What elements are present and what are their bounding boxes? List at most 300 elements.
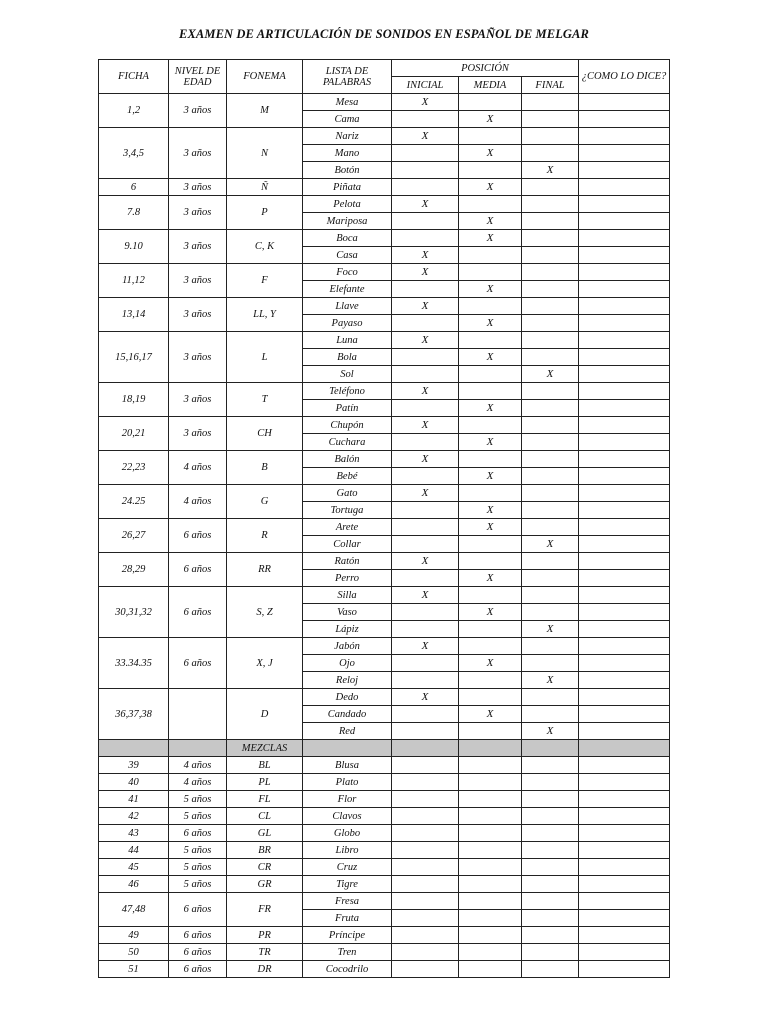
position-media-cell <box>459 553 522 570</box>
position-media-cell: X <box>459 400 522 417</box>
ficha-cell: 7.8 <box>99 196 169 230</box>
position-inicial-cell <box>392 859 459 876</box>
word-cell: Clavos <box>303 808 392 825</box>
table-row <box>99 842 670 859</box>
fonema-cell: BR <box>227 842 303 859</box>
edad-cell: 4 años <box>169 451 227 485</box>
fonema-cell: FR <box>227 893 303 927</box>
edad-cell: 6 años <box>169 553 227 587</box>
position-media-cell: X <box>459 434 522 451</box>
word-cell: Balón <box>303 451 392 468</box>
position-inicial-cell <box>392 349 459 366</box>
como-lo-dice-cell <box>579 621 670 638</box>
fonema-cell: R <box>227 519 303 553</box>
ficha-cell: 40 <box>99 774 169 791</box>
position-final-cell <box>522 451 579 468</box>
section-cell <box>522 740 579 757</box>
table-row <box>99 859 670 876</box>
table-row <box>99 417 670 434</box>
position-media-cell <box>459 859 522 876</box>
word-cell: Tortuga <box>303 502 392 519</box>
fonema-cell: B <box>227 451 303 485</box>
word-cell: Blusa <box>303 757 392 774</box>
position-final-cell <box>522 706 579 723</box>
word-cell: Lápiz <box>303 621 392 638</box>
position-media-cell <box>459 587 522 604</box>
word-cell: Luna <box>303 332 392 349</box>
position-final-cell <box>522 910 579 927</box>
como-lo-dice-cell <box>579 434 670 451</box>
word-cell: Perro <box>303 570 392 587</box>
position-media-cell <box>459 94 522 111</box>
position-media-cell <box>459 791 522 808</box>
edad-cell: 6 años <box>169 519 227 553</box>
position-inicial-cell <box>392 111 459 128</box>
como-lo-dice-cell <box>579 808 670 825</box>
fonema-cell: RR <box>227 553 303 587</box>
table-row <box>99 689 670 706</box>
position-inicial-cell: X <box>392 485 459 502</box>
como-lo-dice-cell <box>579 213 670 230</box>
word-cell: Casa <box>303 247 392 264</box>
position-media-cell <box>459 332 522 349</box>
ficha-cell: 45 <box>99 859 169 876</box>
position-inicial-cell <box>392 468 459 485</box>
como-lo-dice-cell <box>579 298 670 315</box>
position-inicial-cell: X <box>392 451 459 468</box>
position-inicial-cell: X <box>392 332 459 349</box>
table-row <box>99 94 670 111</box>
position-media-cell: X <box>459 349 522 366</box>
word-cell: Chupón <box>303 417 392 434</box>
como-lo-dice-cell <box>579 366 670 383</box>
position-final-cell: X <box>522 162 579 179</box>
table-row <box>99 196 670 213</box>
position-final-cell <box>522 264 579 281</box>
como-lo-dice-cell <box>579 876 670 893</box>
fonema-cell: X, J <box>227 638 303 689</box>
section-cell <box>392 740 459 757</box>
position-final-cell <box>522 570 579 587</box>
ficha-cell: 18,19 <box>99 383 169 417</box>
fonema-cell: CL <box>227 808 303 825</box>
position-inicial-cell: X <box>392 383 459 400</box>
fonema-cell: GR <box>227 876 303 893</box>
edad-cell: 4 años <box>169 757 227 774</box>
position-media-cell: X <box>459 468 522 485</box>
ficha-cell: 41 <box>99 791 169 808</box>
word-cell: Cruz <box>303 859 392 876</box>
position-media-cell <box>459 621 522 638</box>
position-final-cell <box>522 638 579 655</box>
position-inicial-cell <box>392 757 459 774</box>
word-cell: Pelota <box>303 196 392 213</box>
position-media-cell: X <box>459 145 522 162</box>
word-cell: Mesa <box>303 94 392 111</box>
position-final-cell <box>522 587 579 604</box>
edad-cell: 5 años <box>169 791 227 808</box>
como-lo-dice-cell <box>579 587 670 604</box>
position-final-cell <box>522 349 579 366</box>
position-final-cell <box>522 842 579 859</box>
edad-cell: 3 años <box>169 179 227 196</box>
position-final-cell <box>522 111 579 128</box>
como-lo-dice-cell <box>579 332 670 349</box>
edad-cell: 3 años <box>169 298 227 332</box>
word-cell: Plato <box>303 774 392 791</box>
position-final-cell <box>522 808 579 825</box>
position-media-cell: X <box>459 502 522 519</box>
position-inicial-cell <box>392 842 459 859</box>
ficha-cell: 11,12 <box>99 264 169 298</box>
position-inicial-cell <box>392 825 459 842</box>
como-lo-dice-cell <box>579 723 670 740</box>
position-final-cell: X <box>522 536 579 553</box>
word-cell: Flor <box>303 791 392 808</box>
ficha-cell: 28,29 <box>99 553 169 587</box>
como-lo-dice-cell <box>579 247 670 264</box>
como-lo-dice-cell <box>579 825 670 842</box>
como-lo-dice-cell <box>579 689 670 706</box>
table-row <box>99 128 670 145</box>
table-row <box>99 876 670 893</box>
edad-cell: 6 años <box>169 638 227 689</box>
como-lo-dice-cell <box>579 570 670 587</box>
ficha-cell: 47,48 <box>99 893 169 927</box>
position-inicial-cell <box>392 961 459 978</box>
position-media-cell <box>459 808 522 825</box>
word-cell: Mariposa <box>303 213 392 230</box>
position-media-cell: X <box>459 230 522 247</box>
position-inicial-cell <box>392 621 459 638</box>
fonema-cell: DR <box>227 961 303 978</box>
como-lo-dice-cell <box>579 553 670 570</box>
como-lo-dice-cell <box>579 774 670 791</box>
word-cell: Globo <box>303 825 392 842</box>
edad-cell: 5 años <box>169 859 227 876</box>
position-media-cell: X <box>459 706 522 723</box>
table-row <box>99 553 670 570</box>
como-lo-dice-cell <box>579 162 670 179</box>
position-media-cell <box>459 893 522 910</box>
exam-table-body <box>99 94 670 978</box>
como-lo-dice-cell <box>579 451 670 468</box>
position-inicial-cell <box>392 213 459 230</box>
edad-cell: 3 años <box>169 383 227 417</box>
position-media-cell <box>459 128 522 145</box>
como-lo-dice-cell <box>579 893 670 910</box>
position-final-cell <box>522 876 579 893</box>
position-final-cell <box>522 553 579 570</box>
ficha-cell: 51 <box>99 961 169 978</box>
position-final-cell <box>522 927 579 944</box>
edad-cell: 4 años <box>169 485 227 519</box>
position-inicial-cell <box>392 910 459 927</box>
edad-cell: 3 años <box>169 264 227 298</box>
fonema-cell: S, Z <box>227 587 303 638</box>
fonema-cell: Ñ <box>227 179 303 196</box>
ficha-cell: 3,4,5 <box>99 128 169 179</box>
fonema-cell: TR <box>227 944 303 961</box>
fonema-cell: T <box>227 383 303 417</box>
position-final-cell <box>522 944 579 961</box>
position-inicial-cell: X <box>392 553 459 570</box>
position-inicial-cell: X <box>392 587 459 604</box>
ficha-cell: 24.25 <box>99 485 169 519</box>
position-final-cell <box>522 961 579 978</box>
position-inicial-cell <box>392 315 459 332</box>
header-media: MEDIA <box>459 77 522 94</box>
edad-cell: 6 años <box>169 927 227 944</box>
position-inicial-cell <box>392 604 459 621</box>
fonema-cell: N <box>227 128 303 179</box>
table-row <box>99 825 670 842</box>
header-fonema: FONEMA <box>227 60 303 94</box>
position-inicial-cell: X <box>392 94 459 111</box>
position-media-cell <box>459 944 522 961</box>
word-cell: Elefante <box>303 281 392 298</box>
como-lo-dice-cell <box>579 111 670 128</box>
edad-cell: 5 años <box>169 808 227 825</box>
position-media-cell <box>459 247 522 264</box>
position-final-cell <box>522 689 579 706</box>
word-cell: Piñata <box>303 179 392 196</box>
table-row <box>99 808 670 825</box>
edad-cell: 3 años <box>169 417 227 451</box>
position-inicial-cell <box>392 230 459 247</box>
position-final-cell <box>522 315 579 332</box>
header-posicion: POSICIÓN <box>392 60 579 77</box>
position-final-cell <box>522 400 579 417</box>
section-cell <box>579 740 670 757</box>
ficha-cell: 33.34.35 <box>99 638 169 689</box>
word-cell: Dedo <box>303 689 392 706</box>
position-media-cell <box>459 842 522 859</box>
position-final-cell <box>522 332 579 349</box>
word-cell: Cama <box>303 111 392 128</box>
position-media-cell <box>459 536 522 553</box>
position-final-cell: X <box>522 672 579 689</box>
position-media-cell <box>459 162 522 179</box>
como-lo-dice-cell <box>579 315 670 332</box>
como-lo-dice-cell <box>579 638 670 655</box>
position-final-cell: X <box>522 723 579 740</box>
table-row <box>99 332 670 349</box>
word-cell: Fresa <box>303 893 392 910</box>
como-lo-dice-cell <box>579 128 670 145</box>
table-row <box>99 179 670 196</box>
edad-cell: 6 años <box>169 961 227 978</box>
word-cell: Tigre <box>303 876 392 893</box>
position-media-cell <box>459 927 522 944</box>
word-cell: Arete <box>303 519 392 536</box>
position-media-cell <box>459 298 522 315</box>
header-lista-de-palabras: LISTA DE PALABRAS <box>303 60 392 94</box>
como-lo-dice-cell <box>579 230 670 247</box>
como-lo-dice-cell <box>579 672 670 689</box>
edad-cell: 6 años <box>169 825 227 842</box>
word-cell: Llave <box>303 298 392 315</box>
position-inicial-cell <box>392 400 459 417</box>
position-final-cell <box>522 859 579 876</box>
position-inicial-cell <box>392 502 459 519</box>
position-final-cell <box>522 247 579 264</box>
position-final-cell <box>522 655 579 672</box>
edad-cell: 6 años <box>169 893 227 927</box>
position-inicial-cell: X <box>392 689 459 706</box>
position-media-cell <box>459 672 522 689</box>
position-inicial-cell: X <box>392 417 459 434</box>
table-row <box>99 893 670 910</box>
como-lo-dice-cell <box>579 791 670 808</box>
word-cell: Teléfono <box>303 383 392 400</box>
position-final-cell <box>522 281 579 298</box>
fonema-cell: BL <box>227 757 303 774</box>
position-final-cell <box>522 94 579 111</box>
word-cell: Gato <box>303 485 392 502</box>
edad-cell: 6 años <box>169 587 227 638</box>
position-media-cell <box>459 723 522 740</box>
position-final-cell <box>522 417 579 434</box>
position-final-cell <box>522 179 579 196</box>
edad-cell: 3 años <box>169 230 227 264</box>
fonema-cell: PL <box>227 774 303 791</box>
ficha-cell: 26,27 <box>99 519 169 553</box>
position-inicial-cell <box>392 434 459 451</box>
ficha-cell: 36,37,38 <box>99 689 169 740</box>
word-cell: Patín <box>303 400 392 417</box>
como-lo-dice-cell <box>579 519 670 536</box>
edad-cell: 3 años <box>169 196 227 230</box>
como-lo-dice-cell <box>579 349 670 366</box>
position-media-cell: X <box>459 179 522 196</box>
como-lo-dice-cell <box>579 485 670 502</box>
word-cell: Foco <box>303 264 392 281</box>
ficha-cell: 46 <box>99 876 169 893</box>
ficha-cell: 44 <box>99 842 169 859</box>
position-inicial-cell <box>392 366 459 383</box>
position-inicial-cell <box>392 791 459 808</box>
ficha-cell: 49 <box>99 927 169 944</box>
position-final-cell <box>522 298 579 315</box>
position-final-cell <box>522 893 579 910</box>
position-inicial-cell: X <box>392 128 459 145</box>
section-cell <box>169 740 227 757</box>
como-lo-dice-cell <box>579 281 670 298</box>
position-media-cell <box>459 196 522 213</box>
word-cell: Candado <box>303 706 392 723</box>
como-lo-dice-cell <box>579 264 670 281</box>
position-inicial-cell <box>392 706 459 723</box>
edad-cell: 6 años <box>169 944 227 961</box>
word-cell: Jabón <box>303 638 392 655</box>
position-final-cell <box>522 485 579 502</box>
section-cell <box>303 740 392 757</box>
word-cell: Boca <box>303 230 392 247</box>
edad-cell: 5 años <box>169 842 227 859</box>
fonema-cell: G <box>227 485 303 519</box>
section-cell <box>459 740 522 757</box>
word-cell: Príncipe <box>303 927 392 944</box>
ficha-cell: 1,2 <box>99 94 169 128</box>
position-inicial-cell: X <box>392 638 459 655</box>
table-row <box>99 587 670 604</box>
section-cell <box>99 740 169 757</box>
position-final-cell <box>522 213 579 230</box>
mezclas-label: MEZCLAS <box>227 740 303 757</box>
position-inicial-cell <box>392 162 459 179</box>
position-media-cell <box>459 825 522 842</box>
ficha-cell: 39 <box>99 757 169 774</box>
fonema-cell: D <box>227 689 303 740</box>
word-cell: Cuchara <box>303 434 392 451</box>
position-inicial-cell <box>392 179 459 196</box>
word-cell: Fruta <box>303 910 392 927</box>
position-media-cell <box>459 366 522 383</box>
position-final-cell: X <box>522 366 579 383</box>
word-cell: Vaso <box>303 604 392 621</box>
position-final-cell <box>522 604 579 621</box>
table-row <box>99 944 670 961</box>
word-cell: Mano <box>303 145 392 162</box>
ficha-cell: 42 <box>99 808 169 825</box>
word-cell: Ratón <box>303 553 392 570</box>
position-inicial-cell <box>392 876 459 893</box>
ficha-cell: 43 <box>99 825 169 842</box>
fonema-cell: CH <box>227 417 303 451</box>
position-media-cell <box>459 910 522 927</box>
fonema-cell: P <box>227 196 303 230</box>
como-lo-dice-cell <box>579 417 670 434</box>
position-inicial-cell <box>392 519 459 536</box>
edad-cell: 3 años <box>169 128 227 179</box>
position-inicial-cell <box>392 893 459 910</box>
como-lo-dice-cell <box>579 655 670 672</box>
como-lo-dice-cell <box>579 961 670 978</box>
table-row <box>99 519 670 536</box>
fonema-cell: M <box>227 94 303 128</box>
table-row <box>99 638 670 655</box>
position-media-cell: X <box>459 570 522 587</box>
fonema-cell: L <box>227 332 303 383</box>
edad-cell: 3 años <box>169 94 227 128</box>
table-row <box>99 485 670 502</box>
position-inicial-cell <box>392 536 459 553</box>
ficha-cell: 13,14 <box>99 298 169 332</box>
position-inicial-cell <box>392 672 459 689</box>
como-lo-dice-cell <box>579 910 670 927</box>
como-lo-dice-cell <box>579 604 670 621</box>
position-media-cell <box>459 774 522 791</box>
como-lo-dice-cell <box>579 94 670 111</box>
word-cell: Red <box>303 723 392 740</box>
como-lo-dice-cell <box>579 179 670 196</box>
header-como-lo-dice: ¿COMO LO DICE? <box>579 60 670 94</box>
position-final-cell <box>522 434 579 451</box>
table-row <box>99 927 670 944</box>
word-cell: Collar <box>303 536 392 553</box>
position-media-cell: X <box>459 655 522 672</box>
word-cell: Cocodrilo <box>303 961 392 978</box>
fonema-cell: PR <box>227 927 303 944</box>
word-cell: Reloj <box>303 672 392 689</box>
word-cell: Bola <box>303 349 392 366</box>
fonema-cell: C, K <box>227 230 303 264</box>
position-inicial-cell <box>392 570 459 587</box>
position-media-cell: X <box>459 111 522 128</box>
word-cell: Libro <box>303 842 392 859</box>
word-cell: Tren <box>303 944 392 961</box>
